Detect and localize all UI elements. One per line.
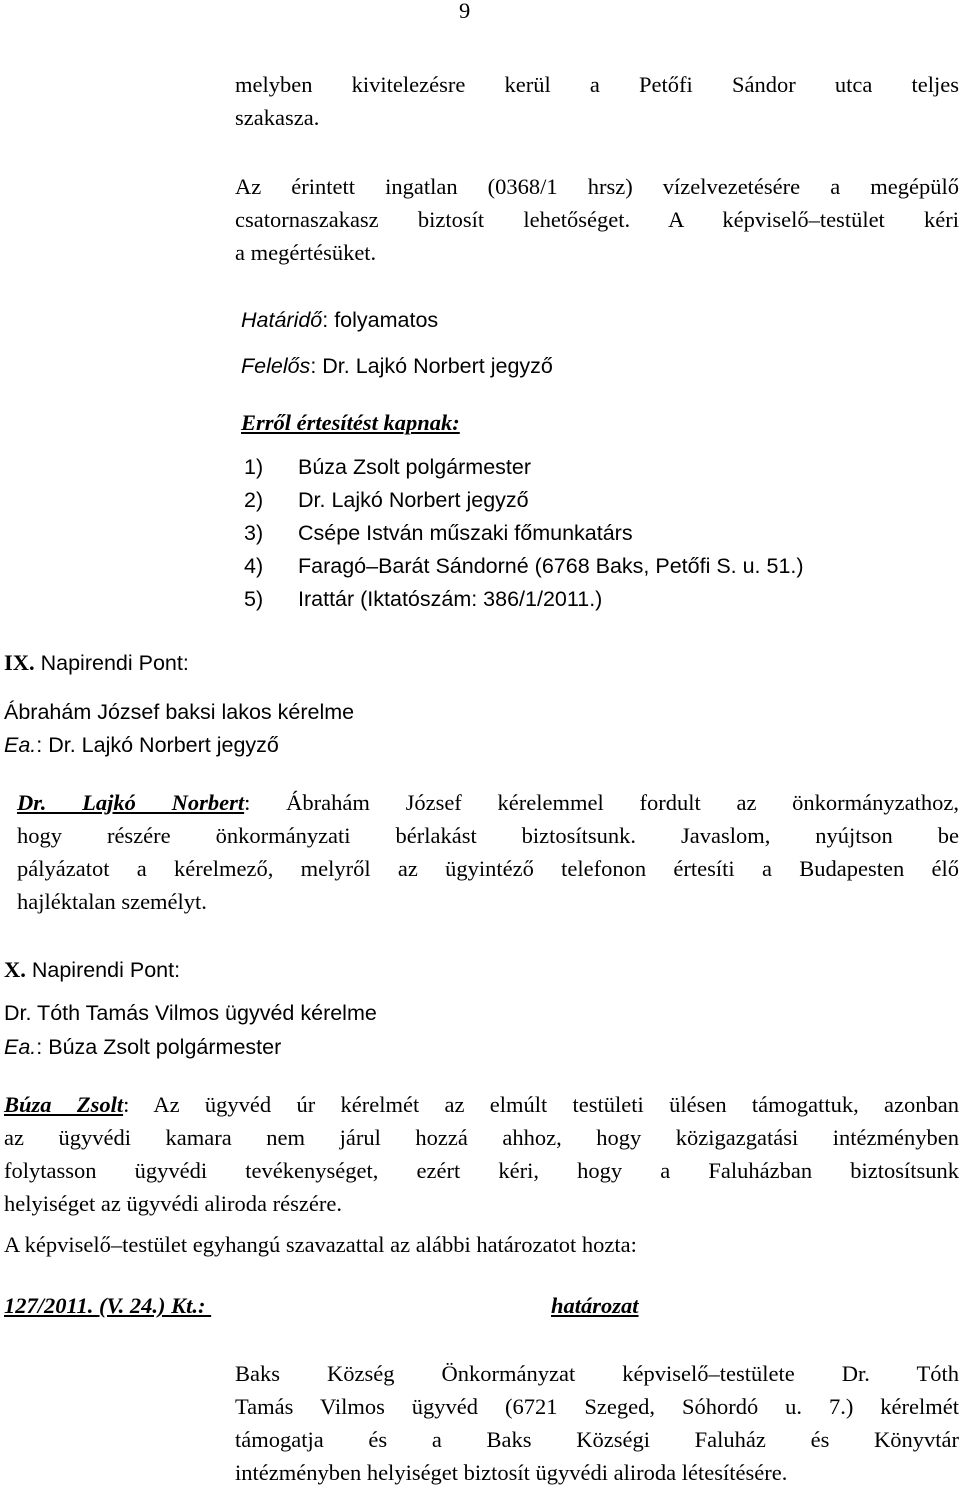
- list-item: 2) Dr. Lajkó Norbert jegyző: [244, 488, 529, 512]
- item9-presenter-label: Ea.: [4, 733, 37, 757]
- list-item: 1) Búza Zsolt polgármester: [244, 455, 532, 479]
- intro-para2: [235, 170, 959, 269]
- intro-para2-line2: csatornaszakasz biztosít lehetőséget. A képviselő–testület kéri: [235, 207, 959, 232]
- deadline-value: : folyamatos: [322, 308, 439, 332]
- item9-body-line3: pályázatot a kérelmező, melyről az ügyintéző telefonon értesíti a Budapesten élő: [17, 856, 959, 881]
- item10-title: Dr. Tóth Tamás Vilmos ügyvéd kérelme: [4, 1001, 377, 1025]
- item9-title: Ábrahám József baksi lakos kérelme: [4, 700, 355, 724]
- item10-speaker: Búza Zsolt: [4, 1092, 124, 1117]
- notified-list: [244, 451, 960, 616]
- item10-body-line3: folytasson ügyvédi tevékenységet, ezért kéri, hogy a Faluházban biztosítsunk: [4, 1158, 959, 1183]
- item9-heading-text: Napirendi Pont:: [34, 651, 189, 675]
- deadline-label: Határidő: [241, 308, 323, 332]
- responsible-label: Felelős: [241, 354, 311, 378]
- item9-heading: [4, 646, 189, 680]
- intro-para1-line1: melyben kivitelezésre kerül a Petőfi Sándor utca teljes: [235, 72, 959, 97]
- list-item: 4) Faragó–Barát Sándorné (6768 Baks, Petőfi S. u. 51.): [244, 554, 804, 578]
- page-number: 9: [459, 0, 471, 23]
- item10-body-line1: Búza Zsolt: Az ügyvéd úr kérelmét az elmúlt testületi ülésen támogattuk, azonban: [4, 1092, 959, 1117]
- item9-speaker: Dr. Lajkó Norbert: [17, 790, 245, 815]
- item10-heading-text: Napirendi Pont:: [25, 958, 181, 982]
- resolution-label: határozat: [551, 1293, 639, 1318]
- item10-body: [4, 1088, 959, 1220]
- intro-para2-line1: Az érintett ingatlan (0368/1 hrsz) vízelvezetésére a megépülő: [235, 174, 959, 199]
- item10-presenter-label: Ea.: [4, 1035, 37, 1059]
- intro-para2-line3: a megértésüket.: [235, 240, 377, 265]
- responsible-line: [241, 350, 553, 383]
- item9-body-line4: hajléktalan személyt.: [17, 889, 207, 914]
- vote-text: A képviselő–testület egyhangú szavazattal az alábbi határozatot hozta:: [4, 1232, 637, 1257]
- item10-body-line4: helyiséget az ügyvédi aliroda részére.: [4, 1191, 342, 1216]
- intro-block: [235, 68, 959, 134]
- resolution-line1: Baks Község Önkormányzat képviselő–testülete Dr. Tóth: [235, 1361, 959, 1386]
- resolution-line4: intézményben helyiséget biztosít ügyvédi aliroda létesítésére.: [235, 1460, 788, 1485]
- item9-heading-num: IX.: [4, 650, 35, 675]
- item10-presenter-value: : Búza Zsolt polgármester: [36, 1035, 282, 1059]
- deadline-line: [241, 304, 438, 337]
- intro-para1-line2: szakasza.: [235, 105, 320, 130]
- item9-presenter-value: : Dr. Lajkó Norbert jegyző: [36, 733, 279, 757]
- notified-heading: Erről értesítést kapnak:: [241, 410, 460, 435]
- item10-heading-num: X.: [4, 957, 26, 982]
- responsible-value: : Dr. Lajkó Norbert jegyző: [310, 354, 553, 378]
- list-item: 3) Csépe István műszaki főmunkatárs: [244, 521, 633, 545]
- resolution-line2: Tamás Vilmos ügyvéd (6721 Szeged, Sóhordó u. 7.) kérelmét: [235, 1394, 959, 1419]
- item10-body-line2: az ügyvédi kamara nem járul hozzá ahhoz, hogy közigazgatási intézményben: [4, 1125, 959, 1150]
- resolution-line3: támogatja és a Baks Községi Faluház és Könyvtár: [235, 1427, 959, 1452]
- list-item: 5) Irattár (Iktatószám: 386/1/2011.): [244, 587, 603, 611]
- resolution-number: 127/2011. (V. 24.) Kt.:: [4, 1293, 212, 1318]
- item9-body: [17, 786, 959, 918]
- item10-heading: [4, 953, 180, 987]
- item9-presenter: [4, 729, 279, 762]
- item10-presenter: [4, 1031, 281, 1064]
- item9-body-line2: hogy részére önkormányzati bérlakást biztosítsunk. Javaslom, nyújtson be: [17, 823, 959, 848]
- resolution-text: [235, 1357, 959, 1489]
- item9-body-line1: Dr. Lajkó Norbert: Ábrahám József kérelemmel fordult az önkormányzathoz,: [17, 790, 959, 815]
